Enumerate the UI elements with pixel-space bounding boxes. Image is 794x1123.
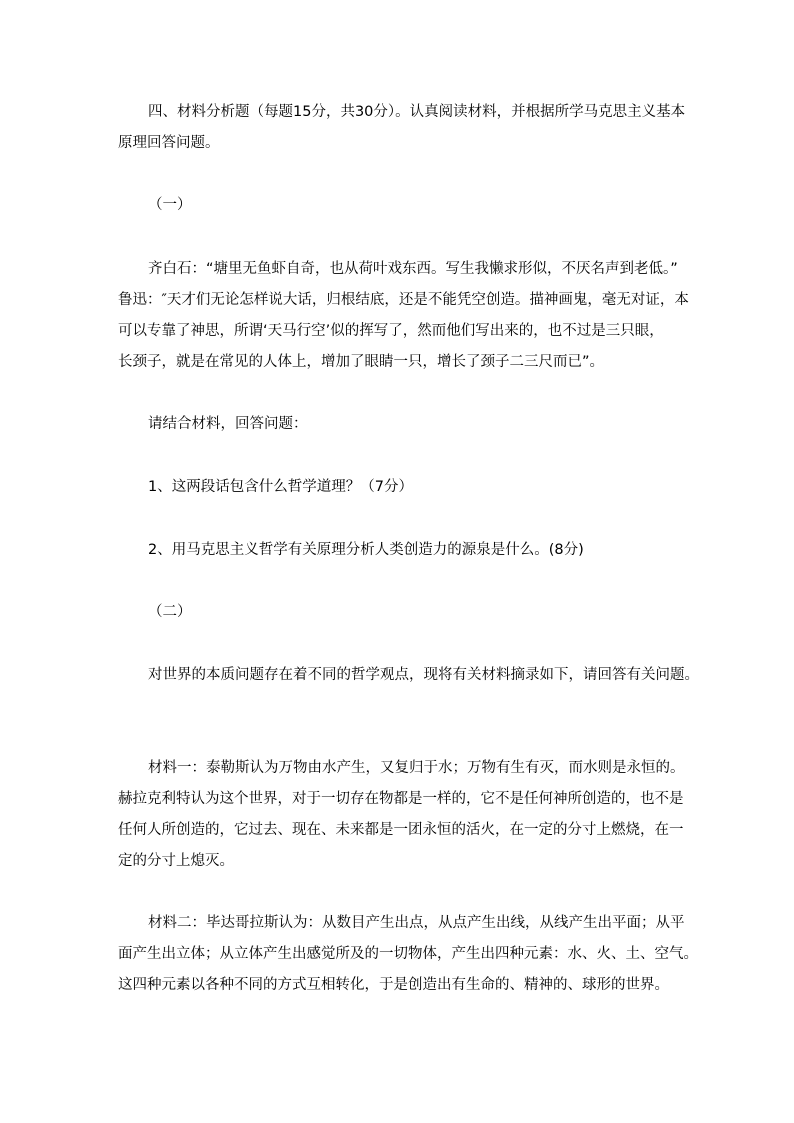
question-2: 2、用马克思主义哲学有关原理分析人类创造力的源泉是什么。(8分)	[148, 542, 584, 558]
material-2-line: 面产生出立体；从立体产生出感觉所及的一切物体，产生出四种元素：水、火、土、空气。	[118, 946, 698, 962]
material-1-line: 赫拉克利特认为这个世界，对于一切存在物都是一样的，它不是任何神所创造的，也不是	[118, 791, 684, 807]
section-header-line: 原理回答问题。	[118, 135, 220, 151]
material-1	[118, 753, 685, 877]
material-2	[118, 908, 698, 1001]
quote-line: 齐白石：“塘里无鱼虾自奇，也从荷叶戏东西。写生我懒求形似，不厌名声到老低。”	[148, 261, 678, 277]
material-1-line: 材料一：泰勒斯认为万物由水产生，又复归于水；万物有生有灭，而水则是永恒的。	[148, 760, 685, 776]
quote-line: 长颈子，就是在常见的人体上，增加了眼睛一只，增长了颈子二三尺而已”。	[118, 354, 605, 370]
material-2-line: 材料二：毕达哥拉斯认为：从数目产生出点，从点产生出线，从线产生出平面；从平	[148, 915, 685, 931]
material-quotes	[118, 254, 689, 378]
material-2-line: 这四种元素以各种不同的方式互相转化，于是创造出有生命的、精神的、球形的世界。	[118, 977, 669, 993]
part1-label: （一）	[148, 197, 192, 213]
section-header	[118, 97, 686, 159]
material-1-line: 任何人所创造的，它过去、现在、未来都是一团永恒的活火，在一定的分寸上燃烧，在一	[118, 822, 684, 838]
question-1: 1、这两段话包含什么哲学道理？（7分）	[148, 479, 413, 495]
quote-line: 鲁迅：″天才们无论怎样说大话，归根结底，还是不能凭空创造。描神画鬼，毫无对证，本	[118, 292, 689, 308]
prompt-text: 请结合材料，回答问题：	[148, 416, 308, 432]
material-1-line: 定的分寸上熄灭。	[118, 853, 234, 869]
section-header-line: 四、材料分析题（每题15分，共30分）。认真阅读材料，并根据所学马克思主义基本	[148, 104, 686, 120]
quote-line: 可以专靠了神思，所谓‘天马行空’似的挥写了，然而他们写出来的，也不过是三只眼，	[118, 323, 664, 339]
part2-label: （二）	[148, 604, 192, 620]
part2-intro: 对世界的本质问题存在着不同的哲学观点，现将有关材料摘录如下，请回答有关问题。	[148, 667, 699, 683]
